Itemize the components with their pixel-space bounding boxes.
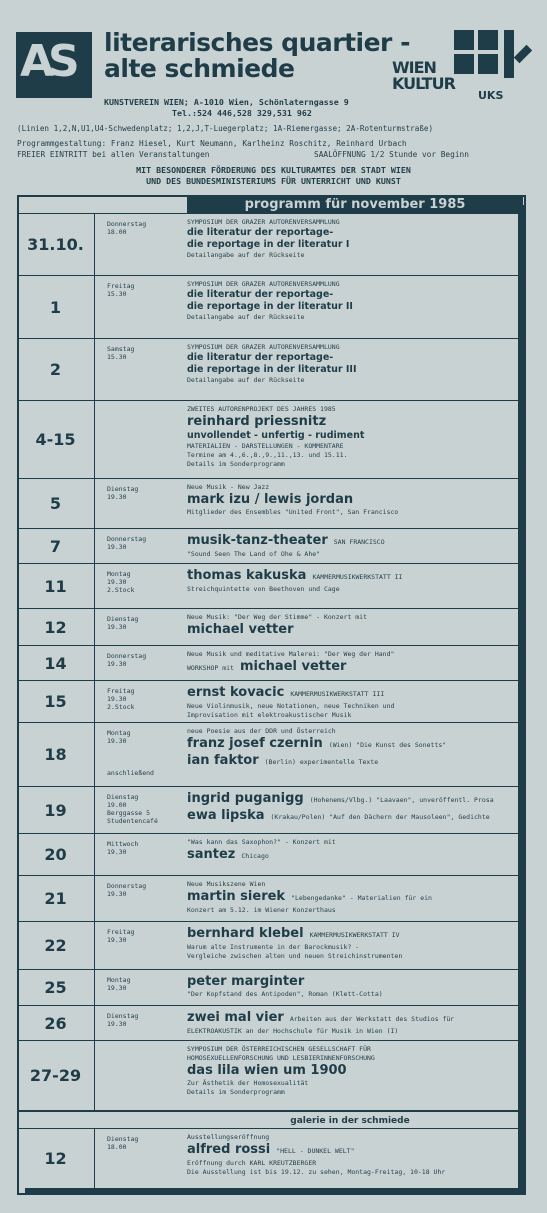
event-content [187,533,514,559]
event-title-suffix: "Lebengedanke" - Materialien für ein [291,894,432,902]
event-title-text: das lila wien um 1900 [187,1063,347,1078]
event-kicker: Neue Musik und meditative Malerei: "Der Weg der Hand" [187,650,395,658]
event-day-time: Montag 19.30 2.Stock [107,570,135,594]
event-title-text: thomas kakuska [187,568,307,583]
event-day-time: Freitag 19.30 2.Stock [107,687,135,711]
event-kicker: ZWEITES AUTORENPROJEKT DES JAHRES 1985 [187,405,336,413]
event-title-text: martin sierek [187,889,286,904]
event-row [17,786,518,833]
event-date: 31.10. [17,214,95,275]
program-direction: Programmgestaltung: Franz Hiesel, Kurt Neumann, Karlheinz Roschitz, Reinhard Urbach [17,139,407,148]
event-day-time: Montag 19.30 [107,976,131,992]
event-line-4: Vergleiche zwischen alten und neuen Streichinstrumenten [187,952,403,960]
event-content [187,974,514,999]
event-content [187,280,514,322]
event-line-4: Detailangabe auf der Rückseite [187,313,305,321]
event-line-3 [187,753,514,770]
event-title-suffix: (Wien) "Die Kunst des Sonetts" [328,741,447,749]
event-line-3-text: die reportage in der literatur II [187,301,353,312]
event-title [187,847,514,864]
event-kicker: Neue Musik: "Der Weg der Stimme" - Konzert mit [187,613,368,621]
event-title [187,414,514,430]
event-date: 21 [17,876,95,921]
event-line-3 [187,550,514,559]
event-line-3-text: "Sound Seen The Land of Ohe & Ahe" [187,550,321,558]
event-kicker: SYMPOSIUM DER GRAZER AUTORENVERSAMMLUNG [187,218,340,226]
event-line-4: MATERIALIEN - DARSTELLUNGEN - KOMMENTARE [187,442,344,450]
event-title-text: zwei mal vier [187,1010,284,1025]
event-title-prefix: WORKSHOP mit [187,664,234,672]
event-line-3 [187,1159,514,1168]
event-day-time: Dienstag 18.00 [107,1135,139,1151]
event-content [187,685,514,720]
event-title [187,736,514,753]
transit-lines: (Linien 1,2,N,U1,U4-Schwedenplatz; 1,2,J,T-Luegerplatz; 1A-Riemergasse; 2A-Rotenturmstraße) [17,124,434,133]
event-content [187,218,514,260]
event-line-3 [187,239,514,251]
event-date: 14 [17,646,95,680]
event-title [187,352,514,364]
event-date: 7 [17,529,95,563]
event-day-time: Dienstag 19.30 [107,485,139,501]
event-title-text: alfred rossi [187,1142,271,1157]
event-title-text: michael vetter [187,622,294,637]
event-row [17,478,518,528]
event-title-text: ingrid puganigg [187,791,304,806]
event-date: 25 [17,970,95,1005]
event-line-3 [187,301,514,313]
event-kicker: Neue Musikszene Wien [187,880,266,888]
event-title [187,659,514,676]
event-day-time: Donnerstag 19.30 [107,652,147,668]
event-line-3 [187,943,514,952]
event-row [17,528,518,563]
event-content [187,613,514,638]
event-content [187,880,514,915]
event-title-text: michael vetter [239,659,347,674]
event-title-text: die literatur der reportage- [187,352,334,363]
support-line-2: UND DES BUNDESMINISTERIUMS FÜR UNTERRICHT UND KUNST [146,176,401,186]
event-title-suffix: KAMMERMUSIKWERKSTATT IV [309,931,400,939]
event-kicker: SYMPOSIUM DER GRAZER AUTORENVERSAMMLUNG [187,343,340,351]
event-day-time: Dienstag 19.30 [107,1012,139,1028]
event-line-3-suffix: (Berlin) experimentelle Texte [264,758,379,766]
event-row [17,1040,518,1110]
event-content [187,405,514,469]
event-title-text: musik-tanz-theater [187,533,328,548]
event-title [187,889,514,906]
address: KUNSTVEREIN WIEN; A-1010 Wien, Schönlaterngasse 9 [104,97,349,107]
event-day-time: Freitag 19.30 [107,928,135,944]
event-kicker-2: HOMOSEXUELLENFORSCHUNG UND LESBIERINNENFORSCHUNG [187,1054,375,1062]
event-title [187,533,514,550]
event-title [187,926,514,943]
event-content [187,1045,514,1097]
event-title-text: franz josef czernin [187,736,323,751]
event-kicker: SYMPOSIUM DER ÖSTERREICHISCHEN GESELLSCHAFT FÜR [187,1045,371,1053]
event-title-suffix: "HELL - DUNKEL WELT" [276,1147,355,1155]
event-date: 12 [17,1129,95,1188]
event-line-3-text: die reportage in der literatur III [187,364,357,375]
event-title [187,1063,514,1079]
event-title-suffix: Arbeiten aus der Werkstatt des Studios für [289,1015,455,1023]
event-title [187,492,514,508]
event-row [17,563,518,608]
program-title: programm für november 1985 [187,196,523,214]
event-date: 20 [17,834,95,875]
event-title [187,289,514,301]
event-line-3-text: Konzert am 5.12. im Wiener Konzerthaus [187,906,336,914]
event-title-text: die literatur der reportage- [187,227,334,238]
kunstverein-logo: UKS [478,89,504,102]
event-title [187,227,514,239]
event-day-time: Donnerstag 19.30 [107,882,147,898]
event-kicker: neue Poesie aus der DDR und Österreich [187,727,336,735]
event-row [17,645,518,680]
event-title-text: bernhard klebel [187,926,304,941]
event-line-3-text: unvollendet - unfertig - rudiment [187,430,365,441]
event-line-4: Detailangabe auf der Rückseite [187,376,305,384]
event-content [187,727,514,770]
event-row [17,921,518,969]
event-day-time: Donnerstag 18.00 [107,220,147,236]
event-line-3-text: ewa lipska [187,808,265,823]
event-date: 18 [17,723,95,786]
event-content [187,838,514,864]
event-title [187,1010,514,1027]
event-line-6: Details im Sonderprogramm [187,460,285,468]
event-content [187,1010,514,1036]
event-line-4: Improvisation mit elektroakustischer Musik [187,711,352,719]
page-title: literarisches quartier - alte schmiede [104,28,410,83]
event-line-3-suffix: (Krakau/Polen) "Auf den Dächern der Mausoleen", Gedichte [270,813,490,821]
event-date: 11 [17,564,95,608]
event-day-time: Donnerstag 19.30 [107,535,147,551]
event-content [187,1133,514,1177]
event-content [187,791,514,825]
event-date: 12 [17,609,95,645]
event-date: 22 [17,922,95,969]
galerie-header: galerie in der schmiede [17,1110,518,1130]
event-title-text: mark izu / lewis jordan [187,492,354,507]
event-line-3 [187,508,514,517]
event-line-3 [187,430,514,442]
alte-schmiede-logo: AS [16,32,92,98]
event-content [187,568,514,594]
event-kicker: Ausstellungseröffnung [187,1133,270,1141]
phone: Tel.:524 446,528 329,531 962 [172,108,312,118]
event-line-3 [187,585,514,594]
event-line-4: Die Ausstellung ist bis 19.12. zu sehen, Montag-Freitag, 10-18 Uhr [187,1168,446,1176]
event-title [187,791,514,808]
event-title [187,974,514,990]
event-row [17,680,518,722]
event-title-text: peter marginter [187,974,305,989]
event-title-text: die literatur der reportage- [187,289,334,300]
event-kicker: Neue Musik - New Jazz [187,483,270,491]
event-row [17,969,518,1005]
event-row [17,608,518,645]
event-title-suffix: KAMMERMUSIKWERKSTATT II [312,573,403,581]
event-content [187,343,514,385]
event-row [17,338,518,400]
event-row [17,833,518,875]
event-line-4: Detailangabe auf der Rückseite [187,251,305,259]
event-title [187,622,514,638]
event-line-3 [187,364,514,376]
event-kicker: "Was kann das Saxophon?" - Konzert mit [187,838,336,846]
event-date: 15 [17,681,95,722]
event-day-time: Dienstag 19.30 [107,615,139,631]
event-title-suffix: SAN FRANCISCO [333,538,385,546]
event-line-3 [187,1079,514,1088]
event-line-5: Termine am 4.,6.,8.,9.,11.,13. und 15.11. [187,451,348,459]
event-line-3 [187,906,514,915]
event-content [187,483,514,517]
event-day-time: Dienstag 19.00 Berggasse 5 Studentencafé [107,793,158,825]
event-row [17,1005,518,1040]
event-date: 4-15 [17,401,95,478]
event-row [17,875,518,921]
event-day-time: Freitag 15.30 [107,282,135,298]
event-line-3 [187,990,514,999]
event-date: 5 [17,479,95,528]
header [0,0,547,190]
event-title-suffix: KAMMERMUSIKWERKSTATT III [290,690,385,698]
event-row [17,400,518,478]
event-title-text: ernst kovacic [187,685,285,700]
event-title-text: reinhard priessnitz [187,414,327,429]
event-line-3-text: Warum alte Instrumente in der Barockmusik? - [187,943,360,951]
event-row [17,213,518,275]
event-line-3-text: "Der Kopfstand des Antipoden", Roman (Klett-Cotta) [187,990,383,998]
event-date: 19 [17,787,95,833]
free-entry: FREIER EINTRITT bei allen Veranstaltungen [17,150,210,159]
event-line-3-text: die reportage in der literatur I [187,239,350,250]
event-line-3-text: Streichquintette von Beethoven und Cage [187,585,340,593]
event-title [187,568,514,585]
event-row [17,722,518,786]
event-line-3-text: Zur Ästhetik der Homosexualität [187,1079,309,1087]
opening-note: SAALÖFFNUNG 1/2 Stunde vor Beginn [314,150,469,159]
event-line-3-text: Mitglieder des Ensembles "United Front", San Francisco [187,508,399,516]
event-row [17,1128,518,1188]
event-line-3-text: ian faktor [187,753,259,768]
event-content [187,926,514,961]
event-day-time: Mittwoch 19.30 [107,840,139,856]
event-date: 26 [17,1006,95,1040]
event-date: 27-29 [17,1041,95,1110]
event-line-3 [187,1027,514,1036]
event-day-time: Samstag 15.30 [107,345,135,361]
event-date: 2 [17,339,95,400]
event-line-3 [187,808,514,825]
event-row [17,275,518,338]
support-line-1: MIT BESONDERER FÖRDERUNG DES KULTURAMTES DER STADT WIEN [136,165,411,175]
event-content [187,650,514,676]
event-title-text: santez [187,847,236,862]
event-day-time: Montag 19.30 anschließend [107,729,154,777]
event-line-3-text: Neue Violinmusik, neue Notationen, neue Techniken und [187,702,395,710]
event-title-suffix: (Hohenems/Vlbg.) "Laavaen", unveröffentl. Prosa [309,796,494,804]
event-title-suffix: Chicago [241,852,269,860]
wien-kultur-logo: WIEN KULTUR [392,58,455,93]
event-line-3-text: Eröffnung durch KARL KREUTZBERGER [187,1159,317,1167]
event-date: 1 [17,276,95,338]
event-title [187,1142,514,1159]
event-line-4: Details im Sonderprogramm [187,1088,285,1096]
event-kicker: SYMPOSIUM DER GRAZER AUTORENVERSAMMLUNG [187,280,340,288]
event-title [187,685,514,702]
event-line-3-text: ELEKTROAKUSTIK an der Hochschule für Musik in Wien (I) [187,1027,399,1035]
event-line-3 [187,702,514,711]
